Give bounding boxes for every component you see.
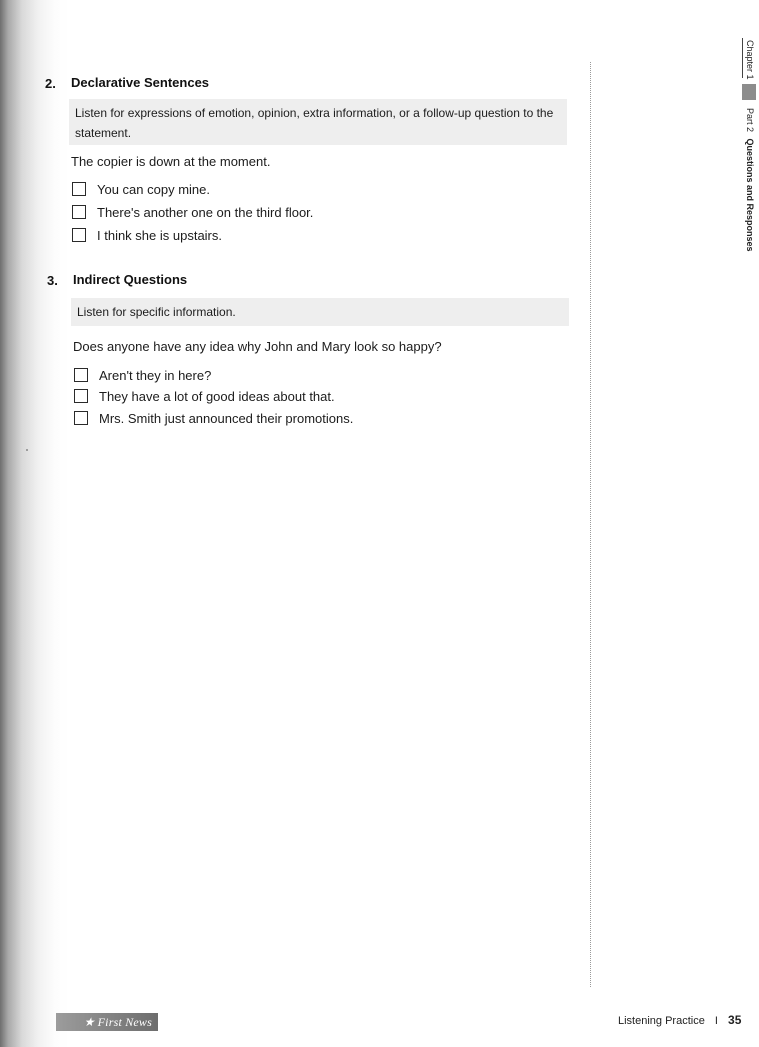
scan-speck: [26, 449, 28, 451]
answer-option[interactable]: [74, 366, 211, 384]
answer-option[interactable]: [74, 387, 335, 405]
question-stem: Does anyone have any idea why John and Mary look so happy?: [73, 339, 442, 354]
footer-section-label: Listening Practice: [618, 1015, 705, 1027]
page-number: 35: [728, 1013, 742, 1027]
option-label: You can copy mine.: [97, 181, 210, 197]
logo-text: First News: [97, 1014, 152, 1029]
part-label: [745, 108, 755, 252]
answer-option[interactable]: [72, 203, 313, 221]
question-stem: The copier is down at the moment.: [71, 154, 271, 169]
option-label: They have a lot of good ideas about that.: [99, 388, 335, 404]
part-title: Questions and Responses: [745, 138, 755, 252]
option-label: Mrs. Smith just announced their promotions.: [99, 410, 354, 426]
answer-checkbox[interactable]: [74, 389, 88, 403]
option-label: I think she is upstairs.: [97, 227, 222, 243]
footer-separator: I: [714, 1015, 718, 1027]
answer-checkbox[interactable]: [72, 228, 86, 242]
answer-option[interactable]: [74, 409, 353, 427]
answer-checkbox[interactable]: [74, 411, 88, 425]
answer-checkbox[interactable]: [72, 205, 86, 219]
star-icon: ★: [83, 1014, 95, 1029]
answer-option[interactable]: [72, 180, 210, 198]
instruction-box: Listen for specific information.: [71, 298, 569, 326]
answer-checkbox[interactable]: [74, 368, 88, 382]
section-number: 2.: [45, 76, 56, 91]
option-label: There's another one on the third floor.: [97, 204, 314, 220]
section-title: Declarative Sentences: [71, 75, 210, 90]
publisher-logo: [56, 1013, 158, 1031]
answer-option[interactable]: [72, 226, 222, 244]
chapter-marker-bar: [742, 84, 756, 100]
option-label: Aren't they in here?: [99, 367, 212, 383]
instruction-box: Listen for expressions of emotion, opinion, extra information, or a follow-up question to the statement.: [69, 99, 567, 145]
section-title: Indirect Questions: [73, 272, 188, 287]
section-number: 3.: [47, 273, 58, 288]
chapter-label: Chapter 1: [745, 40, 755, 80]
part-number: Part 2: [745, 108, 755, 133]
column-divider: [590, 62, 591, 987]
answer-checkbox[interactable]: [72, 182, 86, 196]
page-footer: [618, 1013, 741, 1027]
